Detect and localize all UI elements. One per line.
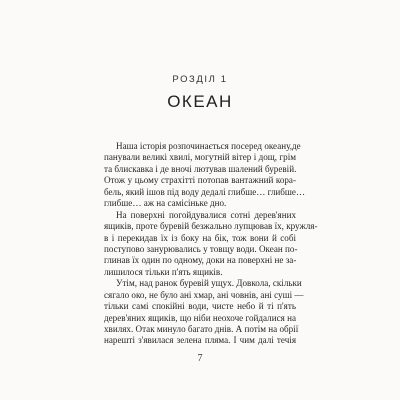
- text-line: Утім, над ранок буревій ущух. Довкола, скільки: [116, 278, 302, 289]
- text-line: ящиків, проте буревій безжально лупцював їх, кружля-: [104, 221, 318, 232]
- text-line: лишилося тільки п'ять ящиків.: [104, 266, 223, 277]
- text-line: та блискавка і де вночі лютував шалений буревій.: [104, 163, 297, 174]
- text-line: На поверхні погойдувалися сотні дерев'яних: [116, 209, 296, 220]
- text-line: панували великі хвилі, могутній вітер і дощ, грім: [104, 152, 296, 163]
- text-line: поступово занурювались у товщу води. Океан по-: [104, 243, 298, 254]
- text-line: Отож у цьому страхітті потопав вантажний кора-: [104, 175, 296, 186]
- text-line: сягало око, не було ані хмар, ані човнів, ані суші —: [104, 289, 304, 300]
- text-line: хвилях. Отак минуло багато днів. А потім на обрії: [104, 324, 299, 334]
- text-line: тільки самі спокійні води, чисте небо й ті п'ять: [104, 301, 296, 312]
- chapter-title: ОКЕАН: [167, 92, 233, 111]
- text-line: Наша історія розпочинається посеред океану,де: [116, 141, 301, 151]
- page-number: 7: [197, 353, 203, 364]
- text-line: глибше… аж на самісіньке дно.: [104, 198, 227, 209]
- text-line: нарешті з'явилася зелена пляма. І чим далі течія: [104, 335, 296, 346]
- paragraph-2: [104, 209, 318, 279]
- text-line: дерев'яних ящиків, що ніби неохоче гойдалися на: [104, 312, 296, 323]
- text-line: в і перекидав їх із боку на бік, тож вони й собі: [104, 232, 296, 243]
- paragraph-1: [104, 141, 306, 210]
- text-line: глинав їх один по одному, доки на поверхні не за-: [104, 255, 297, 266]
- paragraph-3: [104, 278, 304, 347]
- chapter-number: РОЗДІЛ 1: [172, 74, 228, 85]
- body-text: [104, 141, 318, 347]
- text-line: бель, який ішов під воду дедалі глибше… глибше…: [104, 186, 306, 197]
